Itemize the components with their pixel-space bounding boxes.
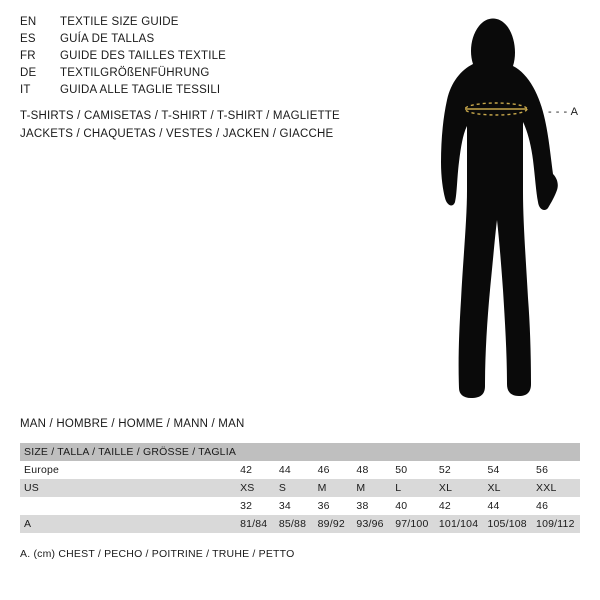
size-table xyxy=(20,443,580,533)
table-cell: 46 xyxy=(532,497,580,515)
table-cell: 97/100 xyxy=(391,515,435,533)
language-text: GUÍA DE TALLAS xyxy=(60,33,155,45)
table-cell: 44 xyxy=(275,461,314,479)
silhouette-icon xyxy=(405,10,595,410)
table-cell: 48 xyxy=(352,461,391,479)
language-code: IT xyxy=(20,84,31,96)
table-cell: 32 xyxy=(236,497,275,515)
language-code: DE xyxy=(20,67,37,79)
table-cell: S xyxy=(275,479,314,497)
row-label: US xyxy=(20,479,236,497)
table-header-cell xyxy=(275,443,314,461)
language-code: EN xyxy=(20,16,37,28)
table-cell: 81/84 xyxy=(236,515,275,533)
table-cell: L xyxy=(391,479,435,497)
table-cell: 54 xyxy=(483,461,532,479)
table-cell: 85/88 xyxy=(275,515,314,533)
table-cell: 42 xyxy=(236,461,275,479)
table-row xyxy=(20,515,580,533)
footnote: A. (cm) CHEST / PECHO / POITRINE / TRUHE / PETTO xyxy=(20,548,295,560)
language-text: TEXTILGRÖßENFÜHRUNG xyxy=(60,67,210,79)
table-cell: 52 xyxy=(435,461,484,479)
table-header-row xyxy=(20,443,580,461)
table-header-cell xyxy=(236,443,275,461)
table-cell: 40 xyxy=(391,497,435,515)
table-cell: 56 xyxy=(532,461,580,479)
row-label xyxy=(20,497,236,515)
table-cell: 105/108 xyxy=(483,515,532,533)
table-cell: 50 xyxy=(391,461,435,479)
table-cell: XXL xyxy=(532,479,580,497)
language-row xyxy=(20,50,380,67)
table-header-cell xyxy=(314,443,353,461)
table-cell: 44 xyxy=(483,497,532,515)
table-cell: 42 xyxy=(435,497,484,515)
table-cell: XL xyxy=(435,479,484,497)
language-row xyxy=(20,84,380,101)
table-header-cell xyxy=(352,443,391,461)
table-header-cell xyxy=(435,443,484,461)
table-cell: XS xyxy=(236,479,275,497)
table-title: MAN / HOMBRE / HOMME / MANN / MAN xyxy=(20,418,245,430)
table-cell: 89/92 xyxy=(314,515,353,533)
language-code: ES xyxy=(20,33,36,45)
table-cell: 36 xyxy=(314,497,353,515)
category-tshirts: T-SHIRTS / CAMISETAS / T-SHIRT / T-SHIRT / MAGLIETTE xyxy=(20,110,340,122)
table-header-cell xyxy=(483,443,532,461)
table-cell: 38 xyxy=(352,497,391,515)
language-text: GUIDE DES TAILLES TEXTILE xyxy=(60,50,227,62)
table-cell: 109/112 xyxy=(532,515,580,533)
language-text: TEXTILE SIZE GUIDE xyxy=(60,16,179,28)
table-row xyxy=(20,461,580,479)
table-cell: 46 xyxy=(314,461,353,479)
category-list xyxy=(20,110,420,146)
language-code: FR xyxy=(20,50,36,62)
table-cell: 101/104 xyxy=(435,515,484,533)
language-list xyxy=(20,16,380,101)
table-cell: 34 xyxy=(275,497,314,515)
table-cell: M xyxy=(314,479,353,497)
table-header-cell: SIZE / TALLA / TAILLE / GRÖSSE / TAGLIA xyxy=(20,443,236,461)
row-label: Europe xyxy=(20,461,236,479)
table-row xyxy=(20,497,580,515)
language-row xyxy=(20,67,380,84)
row-label: A xyxy=(20,515,236,533)
measure-a-label: A xyxy=(570,106,579,118)
category-jackets: JACKETS / CHAQUETAS / VESTES / JACKEN / GIACCHE xyxy=(20,128,334,140)
male-silhouette-figure xyxy=(405,10,595,410)
table-row xyxy=(20,479,580,497)
measure-a-callout xyxy=(548,106,578,118)
language-row xyxy=(20,33,380,50)
table-cell: XL xyxy=(483,479,532,497)
table-cell: 93/96 xyxy=(352,515,391,533)
table-header-cell xyxy=(391,443,435,461)
table-header-cell xyxy=(532,443,580,461)
table-cell: M xyxy=(352,479,391,497)
language-row xyxy=(20,16,380,33)
language-text: GUIDA ALLE TAGLIE TESSILI xyxy=(60,84,221,96)
measure-dash-marker: - - - xyxy=(548,106,568,118)
